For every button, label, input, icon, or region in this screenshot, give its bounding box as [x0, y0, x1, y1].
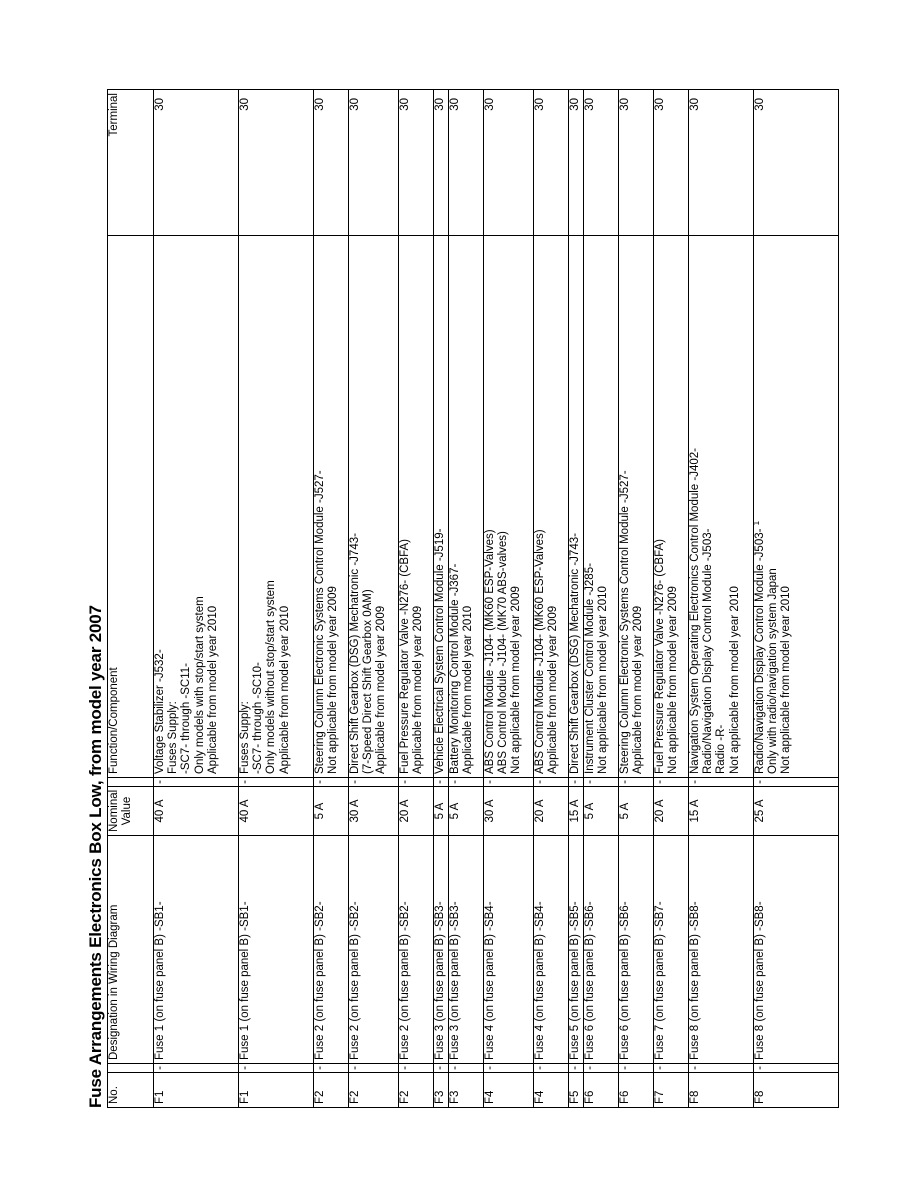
function-line: [689, 239, 702, 774]
function-line-text: Only models without stop/start system: [265, 580, 278, 774]
function-line: [180, 239, 193, 774]
row-dash: -: [584, 778, 619, 787]
function-line: [729, 239, 742, 774]
header-function: Function/Component: [108, 236, 154, 778]
function-line: [497, 239, 510, 774]
function-line: [584, 239, 597, 774]
function-component: [754, 236, 839, 778]
nominal-value: 20 A: [654, 787, 689, 836]
table-row: [314, 90, 349, 1108]
table-row: [484, 90, 534, 1108]
fuse-number: F2: [314, 1073, 349, 1108]
function-component: [654, 236, 689, 778]
nominal-value: 15 A: [689, 787, 754, 836]
function-line: [484, 239, 497, 774]
function-line-text: Fuses Supply:: [239, 701, 251, 774]
function-line: [654, 239, 667, 774]
table-row: [584, 90, 619, 1108]
table-row: [434, 90, 449, 1108]
function-line-text: Fuses Supply:: [167, 701, 180, 774]
function-line-text: Applicable from model year 2010: [206, 605, 219, 774]
function-line-text: Only models with stop/start system: [193, 596, 206, 774]
function-component: [484, 236, 534, 778]
function-component: [534, 236, 569, 778]
table-row: [534, 90, 569, 1108]
function-line-text: Not applicable from model year 2010: [780, 586, 793, 774]
table-row: [569, 90, 584, 1108]
fuse-number: F6: [619, 1073, 654, 1108]
function-line: [462, 239, 475, 774]
function-line: [715, 239, 728, 774]
function-line: [667, 239, 680, 774]
fuse-table: [107, 89, 839, 1108]
nominal-value: 20 A: [534, 787, 569, 836]
wiring-designation: Fuse 4 (on fuse panel B) -SB4-: [484, 836, 534, 1064]
function-component: [619, 236, 654, 778]
function-component: [349, 236, 399, 778]
function-line: [702, 239, 715, 774]
function-component: [689, 236, 754, 778]
wiring-designation: Fuse 1 (on fuse panel B) -SB1-: [154, 836, 239, 1064]
row-dash: -: [449, 778, 484, 787]
fuse-number: F4: [534, 1073, 569, 1108]
terminal: 30: [154, 90, 239, 236]
row-dash: -: [689, 1064, 754, 1073]
function-line: [314, 239, 327, 774]
wiring-designation: Fuse 3 (on fuse panel B) -SB3-: [449, 836, 484, 1064]
fuse-number: F8: [689, 1073, 754, 1108]
function-line-text: Not applicable from model year 2009: [510, 586, 523, 774]
nominal-value: 30 A: [484, 787, 534, 836]
function-line-text: -SC7- through -SC11-: [180, 663, 193, 774]
table-row: [239, 90, 314, 1108]
table-row: [654, 90, 689, 1108]
wiring-designation: Fuse 2 (on fuse panel B) -SB2-: [314, 836, 349, 1064]
function-line-text: ABS Control Module -J104- (MK60 ESP-Valves): [484, 529, 496, 774]
table-header-row: [108, 90, 154, 1108]
function-line-text: ABS Control Module -J104- (MK60 ESP-Valves): [534, 529, 546, 774]
wiring-designation: Fuse 4 (on fuse panel B) -SB4-: [534, 836, 569, 1064]
function-line-text: Battery Monitoring Control Module -J367-: [449, 563, 461, 774]
function-line: [154, 239, 167, 774]
function-component: [314, 236, 349, 778]
function-component: [399, 236, 434, 778]
row-dash: -: [654, 1064, 689, 1073]
function-line-text: Not applicable from model year 2010: [728, 586, 741, 774]
wiring-designation: Fuse 6 (on fuse panel B) -SB6-: [619, 836, 654, 1064]
nominal-value: 20 A: [399, 787, 434, 836]
function-line: [510, 239, 523, 774]
function-line-text: Radio/Navigation Display Control Module -J503-: [702, 528, 715, 774]
wiring-designation: Fuse 6 (on fuse panel B) -SB6-: [584, 836, 619, 1064]
nominal-value: 5 A: [619, 787, 654, 836]
nominal-value: 40 A: [154, 787, 239, 836]
row-dash: -: [314, 1064, 349, 1073]
header-no: No.: [108, 1073, 154, 1108]
wiring-designation: Fuse 7 (on fuse panel B) -SB7-: [654, 836, 689, 1064]
function-line: [349, 239, 362, 774]
function-line: [569, 239, 582, 774]
fuse-number: F3: [449, 1073, 484, 1108]
fuse-number: F7: [654, 1073, 689, 1108]
function-line: [547, 239, 560, 774]
function-line: [754, 239, 767, 774]
function-line-text: Voltage Stabilizer -J532-: [154, 649, 166, 774]
wiring-designation: Fuse 3 (on fuse panel B) -SB3-: [434, 836, 449, 1064]
terminal: 30: [239, 90, 314, 236]
row-dash: -: [239, 778, 314, 787]
table-row: [399, 90, 434, 1108]
terminal: 30: [449, 90, 484, 236]
row-dash: -: [154, 778, 239, 787]
function-line: [194, 239, 207, 774]
function-line-text: Direct Shift Gearbox (DSG) Mechatronic -J743-: [569, 533, 581, 774]
function-line-text: Not applicable from model year 2009: [667, 586, 680, 774]
function-line-text: Applicable from model year 2009: [412, 605, 425, 774]
table-row: [619, 90, 654, 1108]
function-component: [569, 236, 584, 778]
fuse-number: F6: [584, 1073, 619, 1108]
row-dash: -: [239, 1064, 314, 1073]
function-line-text: Direct Shift Gearbox (DSG) Mechatronic -J743-: [349, 533, 361, 774]
table-row: [349, 90, 399, 1108]
row-dash: -: [619, 778, 654, 787]
nominal-value: 15 A: [569, 787, 584, 836]
function-line-text: Instrument Cluster Control Module -J285-: [584, 563, 596, 774]
row-dash: -: [534, 1064, 569, 1073]
header-nominal-value: Nominal Value: [108, 787, 154, 836]
function-line-text: Not applicable from model year 2010: [597, 586, 610, 774]
function-component: [154, 236, 239, 778]
function-line-text: -SC7- through -SC10-: [252, 662, 265, 774]
function-line-text: Applicable from model year 2010: [462, 605, 475, 774]
nominal-value: 5 A: [434, 787, 449, 836]
function-line: [434, 239, 447, 774]
function-line: [534, 239, 547, 774]
table-row: [754, 90, 839, 1108]
function-line: [619, 239, 632, 774]
terminal: 30: [619, 90, 654, 236]
terminal: 30: [534, 90, 569, 236]
function-line-text: Only with radio/navigation system Japan: [767, 568, 780, 774]
function-line-text: Steering Column Electronic Systems Control Module -J527-: [619, 470, 631, 774]
row-dash: -: [654, 778, 689, 787]
function-component: [434, 236, 449, 778]
terminal: 30: [349, 90, 399, 236]
wiring-designation: Fuse 2 (on fuse panel B) -SB2-: [349, 836, 399, 1064]
terminal: 30: [434, 90, 449, 236]
row-dash: -: [349, 1064, 399, 1073]
terminal: 30: [584, 90, 619, 236]
row-dash: -: [449, 1064, 484, 1073]
wiring-designation: Fuse 8 (on fuse panel B) -SB8-: [689, 836, 754, 1064]
terminal: 30: [314, 90, 349, 236]
function-line-text: (7-Speed Direct Shift Gearbox 0AM): [362, 589, 375, 774]
row-dash: -: [399, 778, 434, 787]
page-title: Fuse Arrangements Electronics Box Low, from model year 2007: [86, 605, 105, 1108]
header-spacer: [108, 778, 154, 787]
function-line: [399, 239, 412, 774]
fuse-number: F2: [399, 1073, 434, 1108]
terminal: 30: [689, 90, 754, 236]
function-line: [167, 239, 180, 774]
function-line-text: Steering Column Electronic Systems Control Module -J527-: [314, 470, 326, 774]
header-terminal: Terminal: [108, 90, 154, 236]
function-line: [780, 239, 793, 774]
nominal-value: 5 A: [449, 787, 484, 836]
fuse-number: F5: [569, 1073, 584, 1108]
function-line-text: Applicable from model year 2009: [547, 605, 560, 774]
function-line-text: Not applicable from model year 2009: [327, 586, 340, 774]
header-spacer: [108, 1064, 154, 1073]
row-dash: -: [754, 1064, 839, 1073]
table-row: [449, 90, 484, 1108]
row-dash: -: [154, 1064, 239, 1073]
function-line: [375, 239, 388, 774]
function-line: [632, 239, 645, 774]
row-dash: -: [754, 778, 839, 787]
wiring-designation: Fuse 2 (on fuse panel B) -SB2-: [399, 836, 434, 1064]
nominal-value: 25 A: [754, 787, 839, 836]
function-line-text: Fuel Pressure Regulator Valve -N276- (CBFA): [654, 539, 666, 774]
row-dash: -: [434, 778, 449, 787]
function-line: [327, 239, 340, 774]
nominal-value: 5 A: [584, 787, 619, 836]
function-line: [362, 239, 375, 774]
footnote-marker: 1: [752, 520, 761, 526]
function-line: [252, 239, 265, 774]
row-dash: -: [569, 778, 584, 787]
function-component: [449, 236, 484, 778]
terminal: 30: [484, 90, 534, 236]
function-line: [239, 239, 252, 774]
terminal: 30: [654, 90, 689, 236]
row-dash: -: [434, 1064, 449, 1073]
function-line: [207, 239, 220, 774]
wiring-designation: Fuse 8 (on fuse panel B) -SB8-: [754, 836, 839, 1064]
row-dash: -: [619, 1064, 654, 1073]
fuse-number: F2: [349, 1073, 399, 1108]
function-line: [279, 239, 292, 774]
row-dash: -: [584, 1064, 619, 1073]
nominal-value: 5 A: [314, 787, 349, 836]
function-line: [449, 239, 462, 774]
terminal: 30: [754, 90, 839, 236]
function-line: [412, 239, 425, 774]
function-line-text: Vehicle Electrical System Control Module -J519-: [434, 528, 446, 774]
function-line-text: Radio/Navigation Display Control Module -J503-: [754, 528, 766, 774]
fuse-number: F8: [754, 1073, 839, 1108]
nominal-value: 40 A: [239, 787, 314, 836]
row-dash: -: [689, 778, 754, 787]
row-dash: -: [569, 1064, 584, 1073]
fuse-number: F1: [154, 1073, 239, 1108]
function-component: [584, 236, 619, 778]
table-row: [154, 90, 239, 1108]
fuse-number: F1: [239, 1073, 314, 1108]
function-line-text: Navigation System Operating Electronics Control Module -J402-: [689, 448, 701, 774]
function-line-text: Applicable from model year 2009: [632, 605, 645, 774]
function-line: [767, 239, 780, 774]
function-line: [265, 239, 278, 774]
function-line-text: Radio -R-: [715, 724, 728, 774]
row-dash: -: [314, 778, 349, 787]
wiring-designation: Fuse 1 (on fuse panel B) -SB1-: [239, 836, 314, 1064]
row-dash: -: [349, 778, 399, 787]
nominal-value: 30 A: [349, 787, 399, 836]
function-line-text: Applicable from model year 2009: [375, 605, 388, 774]
function-line-text: Fuel Pressure Regulator Valve -N276- (CBFA): [399, 539, 411, 774]
header-designation: Designation in Wiring Diagram: [108, 836, 154, 1064]
terminal: 30: [569, 90, 584, 236]
wiring-designation: Fuse 5 (on fuse panel B) -SB5-: [569, 836, 584, 1064]
fuse-number: F3: [434, 1073, 449, 1108]
row-dash: -: [484, 778, 534, 787]
row-dash: -: [534, 778, 569, 787]
function-line-text: Applicable from model year 2010: [278, 605, 291, 774]
function-component: [239, 236, 314, 778]
table-row: [689, 90, 754, 1108]
function-line-text: ABS Control Module -J104- (MK70 ABS-valves): [497, 531, 510, 774]
row-dash: -: [484, 1064, 534, 1073]
terminal: 30: [399, 90, 434, 236]
fuse-number: F4: [484, 1073, 534, 1108]
row-dash: -: [399, 1064, 434, 1073]
function-line: [597, 239, 610, 774]
